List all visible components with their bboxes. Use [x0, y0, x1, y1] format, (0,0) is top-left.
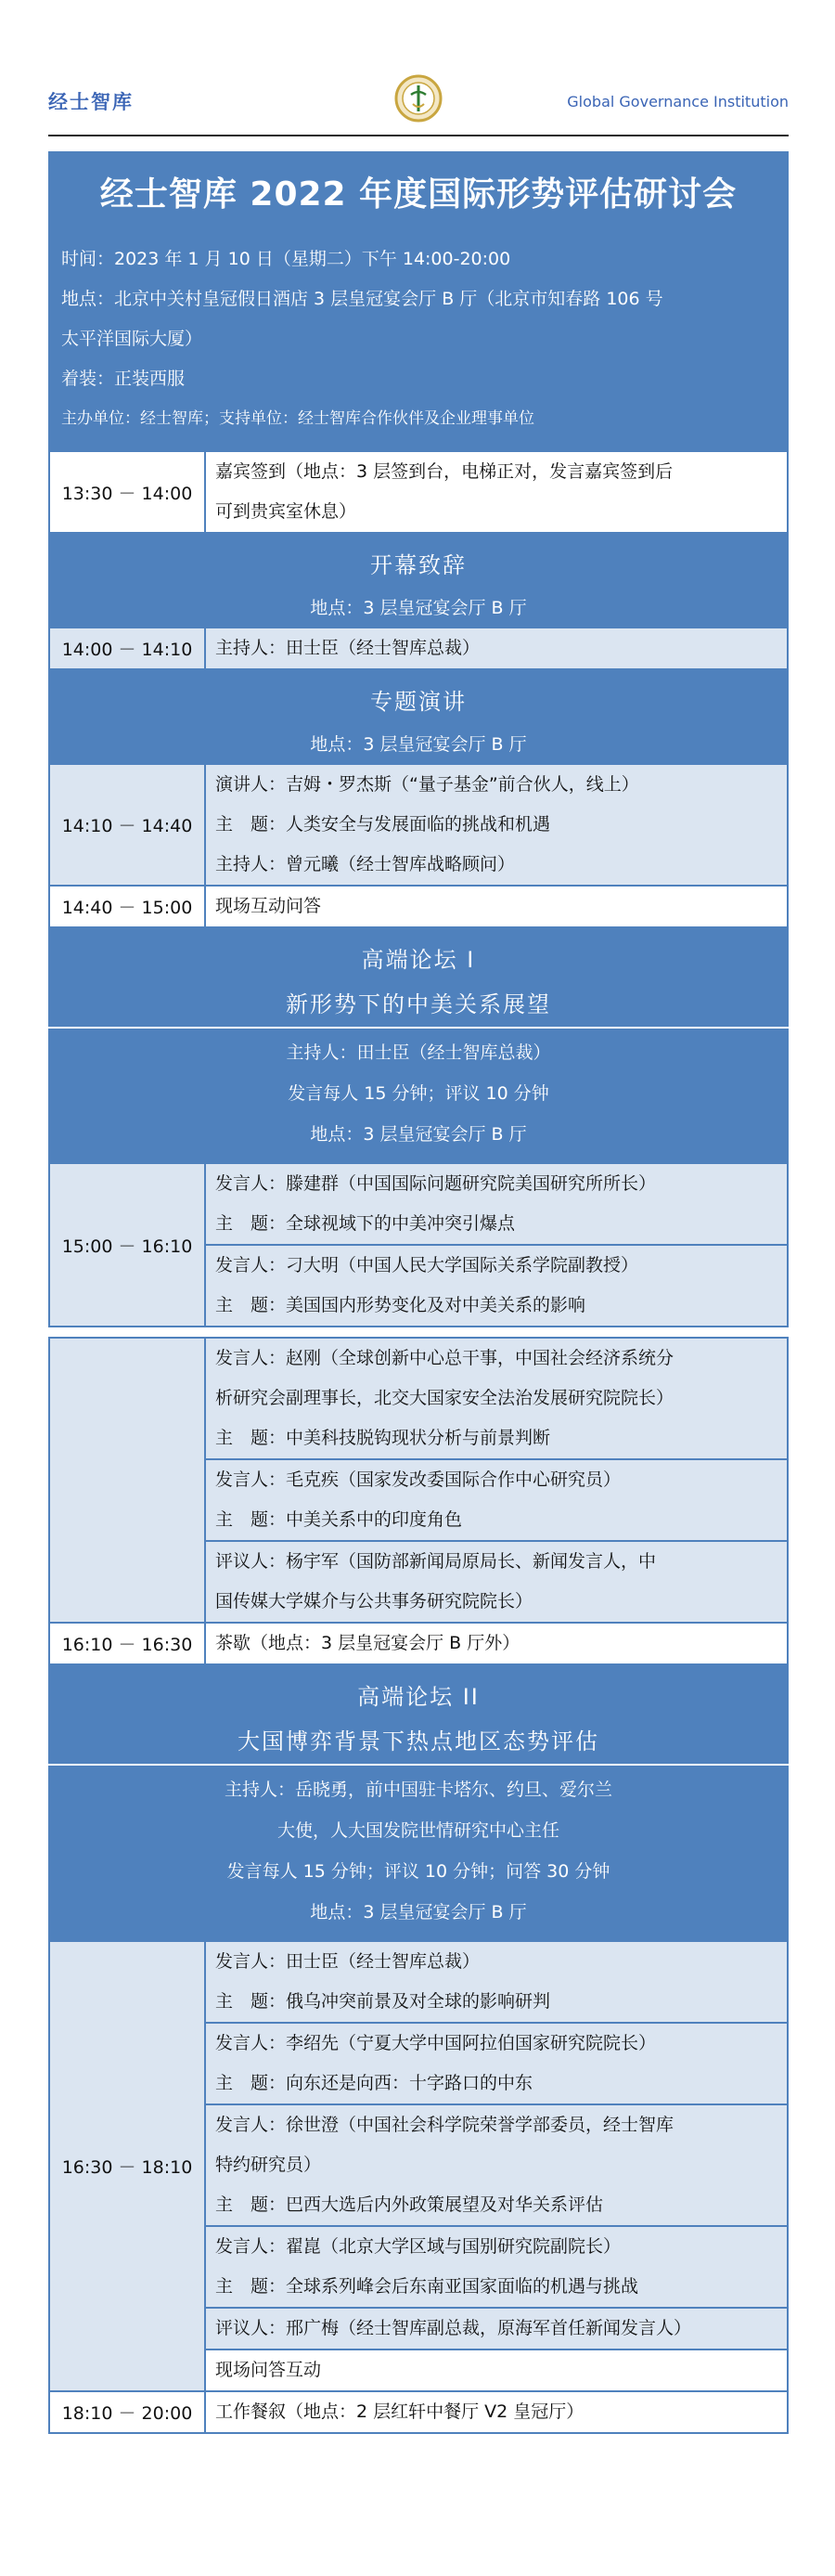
forum-2-place: 地点：3 层皇冠宴会厅 B 厅 [310, 1902, 527, 1922]
speaker-block [206, 1246, 787, 1326]
time-cell: 13:30 － 14:00 [48, 452, 206, 532]
time-cell: 18:10 － 20:00 [48, 2392, 206, 2432]
time-cell: 16:10 － 16:30 [48, 1624, 206, 1663]
speaker-line-cont: 特约研究员） [215, 2155, 322, 2175]
section-keynote [48, 670, 789, 765]
content-cell [206, 1942, 789, 2390]
agenda-sheet [48, 151, 789, 2434]
agenda-row-dinner [48, 2392, 789, 2434]
event-place-line-2: 太平洋国际大厦） [61, 329, 203, 349]
signin-line-2: 可到贵宾室休息） [215, 501, 357, 522]
keynote-topic: 主 题：人类安全与发展面临的挑战和机遇 [215, 814, 551, 835]
section-subtitle: 新形势下的中美关系展望 [286, 991, 551, 1017]
page-header [0, 0, 835, 137]
page-break-gap [48, 1327, 789, 1337]
qa-line: 现场互动问答 [215, 896, 322, 916]
speaker-block [206, 2105, 787, 2227]
speaker-block [206, 2024, 787, 2105]
topic-line: 主 题：俄乌冲突前景及对全球的影响研判 [215, 1991, 551, 2012]
forum-1-place: 地点：3 层皇冠宴会厅 B 厅 [310, 1124, 527, 1145]
speaker-block [206, 1460, 787, 1542]
agenda-row-forum-1-b [48, 1337, 789, 1624]
reviewer-line-cont: 国传媒大学媒介与公共事务研究院院长） [215, 1591, 533, 1612]
agenda-row-host [48, 628, 789, 670]
page-title: 经士智库 2022 年度国际形势评估研讨会 [99, 175, 738, 214]
agenda-row-keynote [48, 765, 789, 887]
forum-2-host-2: 大使，人大国发院世情研究中心主任 [276, 1820, 559, 1841]
section-forum-2 [48, 1665, 789, 1764]
reviewer-block [206, 1542, 787, 1622]
speaker-line: 发言人：刁大明（中国人民大学国际关系学院副教授） [215, 1255, 639, 1275]
title-block [48, 151, 789, 452]
forum-2-host-1: 主持人：岳晓勇，前中国驻卡塔尔、约旦、爱尔兰 [224, 1780, 612, 1800]
host-line: 主持人：田士臣（经士智库总裁） [215, 638, 481, 658]
speaker-line: 发言人：赵刚（全球创新中心总干事，中国社会经济系统分 [215, 1348, 674, 1368]
agenda-row-forum-2 [48, 1942, 789, 2392]
content-cell [206, 765, 789, 885]
dinner-line: 工作餐叙（地点：2 层红轩中餐厅 V2 皇冠厅） [215, 2401, 584, 2422]
section-title: 专题演讲 [370, 689, 467, 715]
topic-line: 主 题：全球视域下的中美冲突引爆点 [215, 1213, 516, 1234]
signin-line-1: 嘉宾签到（地点：3 层签到台，电梯正对，发言嘉宾签到后 [215, 461, 674, 482]
qa-line: 现场问答互动 [215, 2360, 322, 2380]
brand-cn: 经士智库 [48, 91, 134, 113]
keynote-speaker: 演讲人：吉姆・罗杰斯（“量子基金”前合伙人，线上） [215, 774, 639, 795]
section-title: 高端论坛 II [357, 1684, 480, 1710]
content-cell [206, 452, 789, 532]
forum-2-rules: 发言每人 15 分钟；评议 10 分钟；问答 30 分钟 [226, 1861, 610, 1882]
topic-line: 主 题：美国国内形势变化及对中美关系的影响 [215, 1295, 586, 1315]
time-cell: 15:00 － 16:10 [48, 1164, 206, 1326]
speaker-line: 发言人：李绍先（宁夏大学中国阿拉伯国家研究院院长） [215, 2033, 657, 2053]
speaker-line: 发言人：田士臣（经士智库总裁） [215, 1951, 481, 1972]
section-subtitle: 大国博弈背景下热点地区态势评估 [238, 1728, 599, 1754]
speaker-block [206, 1942, 787, 2024]
speaker-line: 发言人：翟崑（北京大学区域与国别研究院副院长） [215, 2236, 622, 2257]
header-divider [48, 135, 789, 136]
reviewer-line: 评议人：邢广梅（经士智库副总裁，原海军首任新闻发言人） [215, 2318, 692, 2338]
speaker-line: 发言人：滕建群（中国国际问题研究院美国研究所所长） [215, 1173, 657, 1194]
section-place: 地点：3 层皇冠宴会厅 B 厅 [310, 734, 527, 755]
keynote-host: 主持人：曾元曦（经士智库战略顾问） [215, 854, 516, 874]
speaker-line: 发言人：徐世澄（中国社会科学院荣誉学部委员，经士智库 [215, 2115, 674, 2135]
reviewer-block [206, 2309, 787, 2350]
section-title: 高端论坛 I [361, 947, 476, 973]
topic-line: 主 题：巴西大选后内外政策展望及对华关系评估 [215, 2194, 604, 2215]
event-time: 时间：2023 年 1 月 10 日（星期二）下午 14:00-20:00 [61, 249, 511, 269]
forum-1-rules: 发言每人 15 分钟；评议 10 分钟 [288, 1083, 549, 1104]
speaker-line-cont: 析研究会副理事长，北交大国家安全法治发展研究院院长） [215, 1388, 674, 1408]
content-cell [206, 2392, 789, 2432]
content-cell [206, 1624, 789, 1663]
section-place: 地点：3 层皇冠宴会厅 B 厅 [310, 598, 527, 618]
content-cell [206, 1164, 789, 1326]
topic-line: 主 题：中美科技脱钩现状分析与前景判断 [215, 1428, 551, 1448]
event-place-line-1: 地点：北京中关村皇冠假日酒店 3 层皇冠宴会厅 B 厅（北京市知春路 106 号 [61, 289, 663, 309]
agenda-row-qa [48, 887, 789, 928]
forum-1-host: 主持人：田士臣（经士智库总裁） [286, 1042, 551, 1063]
section-title: 开幕致辞 [370, 552, 467, 578]
institution-emblem-icon [394, 74, 443, 123]
time-cell: 14:00 － 14:10 [48, 628, 206, 668]
speaker-block [206, 1164, 787, 1246]
speaker-line: 发言人：毛克疾（国家发改委国际合作中心研究员） [215, 1469, 622, 1490]
tea-line: 茶歇（地点：3 层皇冠宴会厅 B 厅外） [215, 1633, 520, 1653]
forum-2-details [48, 1764, 789, 1942]
event-organizer: 主办单位：经士智库；支持单位：经士智库合作伙伴及企业理事单位 [61, 409, 534, 428]
time-cell: 16:30 － 18:10 [48, 1942, 206, 2390]
time-cell-continued [48, 1339, 206, 1622]
topic-line: 主 题：中美关系中的印度角色 [215, 1509, 463, 1530]
topic-line: 主 题：向东还是向西：十字路口的中东 [215, 2073, 533, 2093]
time-cell: 14:40 － 15:00 [48, 887, 206, 926]
content-cell [206, 628, 789, 668]
event-dress: 着装：正装西服 [61, 369, 186, 389]
content-cell [206, 1339, 789, 1622]
time-cell: 14:10 － 14:40 [48, 765, 206, 885]
brand-en: Global Governance Institution [567, 93, 789, 110]
agenda-row-forum-1-a [48, 1164, 789, 1327]
forum-1-details [48, 1027, 789, 1164]
speaker-block [206, 1339, 787, 1460]
reviewer-line: 评议人：杨宇军（国防部新闻局原局长、新闻发言人，中 [215, 1551, 657, 1572]
agenda-row-tea [48, 1624, 789, 1665]
qa-block [206, 2350, 787, 2390]
content-cell [206, 887, 789, 926]
section-opening [48, 534, 789, 628]
speaker-block [206, 2227, 787, 2309]
agenda-row-signin [48, 452, 789, 534]
topic-line: 主 题：全球系列峰会后东南亚国家面临的机遇与挑战 [215, 2276, 639, 2297]
section-forum-1 [48, 928, 789, 1027]
